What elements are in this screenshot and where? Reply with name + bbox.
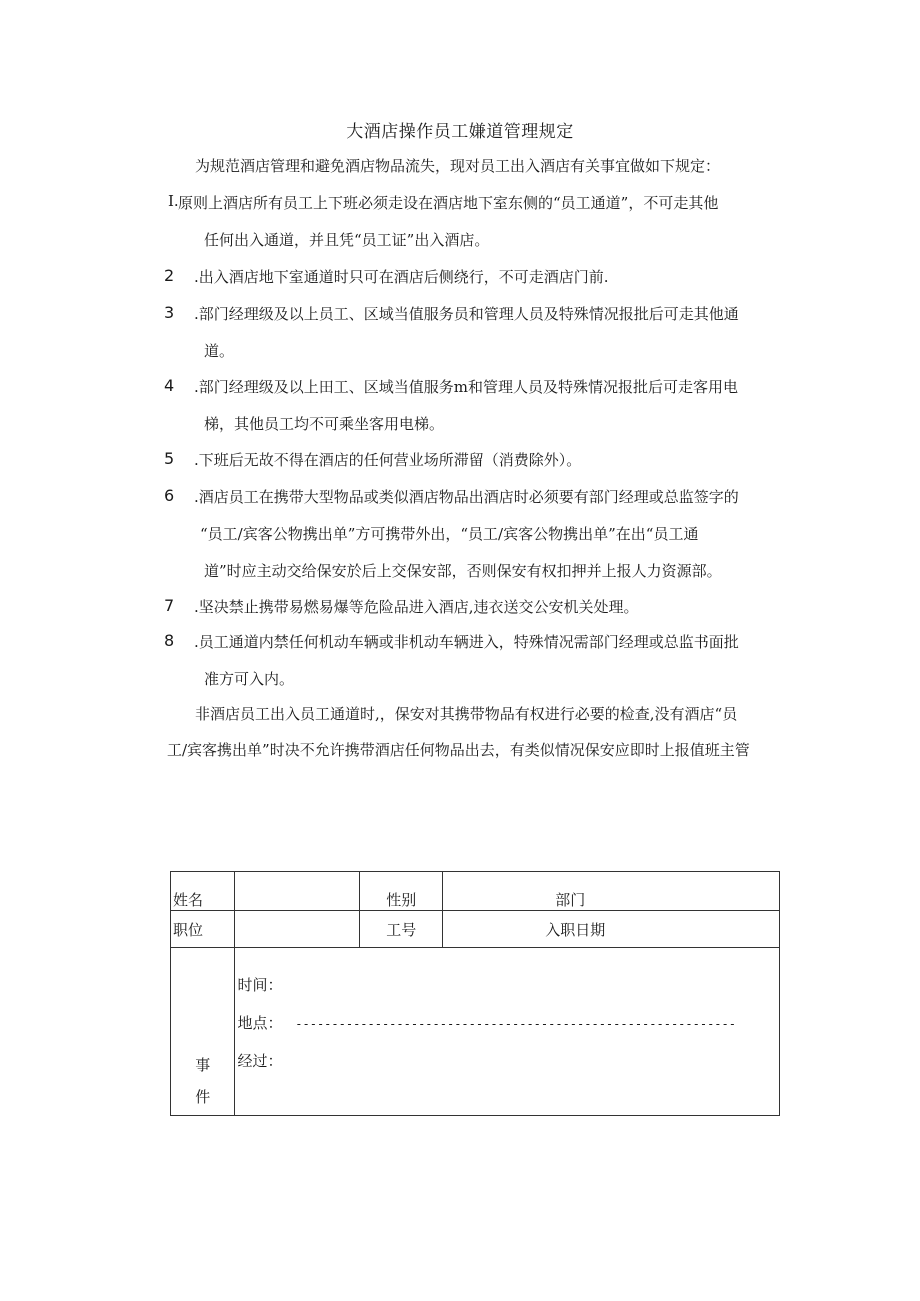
rule-text-line: 道。: [204, 342, 235, 360]
incident-place-label: 地点：: [237, 1014, 283, 1032]
rule-number: I.: [168, 192, 179, 210]
closing-line-2: 工/宾客携出单”时决不允许携带酒店任何物品出去，有类似情况保安应即时上报值班主管: [167, 741, 750, 759]
rule-text-line: “员工/宾客公物携出单”方可携带外出，“员工/宾客公物携出单”在出“员工通: [200, 525, 699, 543]
page-title: 大酒店操作员工嫌道管理规定: [346, 122, 574, 142]
incident-label-cell: [171, 948, 235, 1116]
rule-text-line: 准方可入内。: [204, 670, 295, 688]
rule-text-line: 道”时应主动交给保安於后上交保安部，否则保安有权扣押并上报人力资源部。: [204, 562, 722, 580]
rule-number: 7: [164, 596, 175, 615]
incident-label-bottom: 件: [195, 1088, 211, 1106]
rule-text-line: 梯，其他员工均不可乘坐客用电梯。: [204, 415, 445, 433]
rule-number: 3: [164, 303, 175, 322]
incident-time-label: 时间：: [237, 976, 283, 994]
incident-place-row: [237, 1012, 777, 1050]
rule-text-line: 原则上酒店所有员工上下班必须走设在酒店地下室东侧的“员工通道”，不可走其他: [178, 194, 719, 212]
incident-detail-cell[interactable]: [235, 948, 780, 1116]
name-field[interactable]: [235, 872, 360, 911]
rule-number: 8: [164, 631, 175, 650]
intro-paragraph: 为规范酒店管理和避免酒店物品流失，现对员工出入酒店有关事宜做如下规定：: [195, 157, 721, 175]
dept-cell: [443, 872, 780, 911]
rule-text-line: .部门经理级及以上田工、区域当值服务m和管理人员及特殊情况报批后可走客用电: [194, 378, 738, 396]
rule-text-line: 任何出入通道，并且凭“员工证”出入酒店。: [204, 231, 490, 249]
gender-label: 性别: [360, 872, 443, 911]
dept-label: 部门: [555, 891, 586, 909]
rule-number: 5: [164, 449, 175, 468]
rule-text-line: .下班后无故不得在酒店的任何营业场所滞留（消费除外）。: [194, 451, 582, 469]
rule-number: 4: [164, 376, 175, 395]
rule-number: 6: [164, 486, 175, 505]
incident-process-label: 经过：: [237, 1052, 283, 1070]
rule-text-line: .员工通道内禁任何机动车辆或非机动车辆进入，特殊情况需部门经理或总监书面批: [194, 633, 739, 651]
rule-text-line: .坚决禁止携带易燃易爆等危险品进入酒店,违衣送交公安机关处理。: [194, 598, 639, 616]
closing-line-1: 非酒店员工出入员工通道时,，保安对其携带物品有权进行必要的检查,没有酒店“员: [195, 705, 738, 723]
rule-text-line: .出入酒店地下室通道时只可在酒店后侧绕行，不可走酒店门前.: [194, 268, 609, 286]
incident-label-top: 事: [195, 1056, 211, 1074]
rule-text-line: .部门经理级及以上员工、区域当值服务员和管理人员及特殊情况报批后可走其他通: [194, 305, 739, 323]
employee-incident-form: [170, 871, 780, 1116]
hire-cell: [443, 911, 780, 948]
incident-place-dashes: -------------------------------------------------------------: [295, 1017, 736, 1031]
rule-number: 2: [164, 266, 175, 285]
position-field[interactable]: [235, 911, 360, 948]
position-label: 职位: [171, 911, 235, 948]
id-label: 工号: [360, 911, 443, 948]
hire-date-label: 入职日期: [545, 920, 606, 939]
name-label: 姓名: [171, 872, 235, 911]
rule-text-line: .酒店员工在携带大型物品或类似酒店物品出酒店时必须要有部门经理或总监签字的: [194, 488, 739, 506]
